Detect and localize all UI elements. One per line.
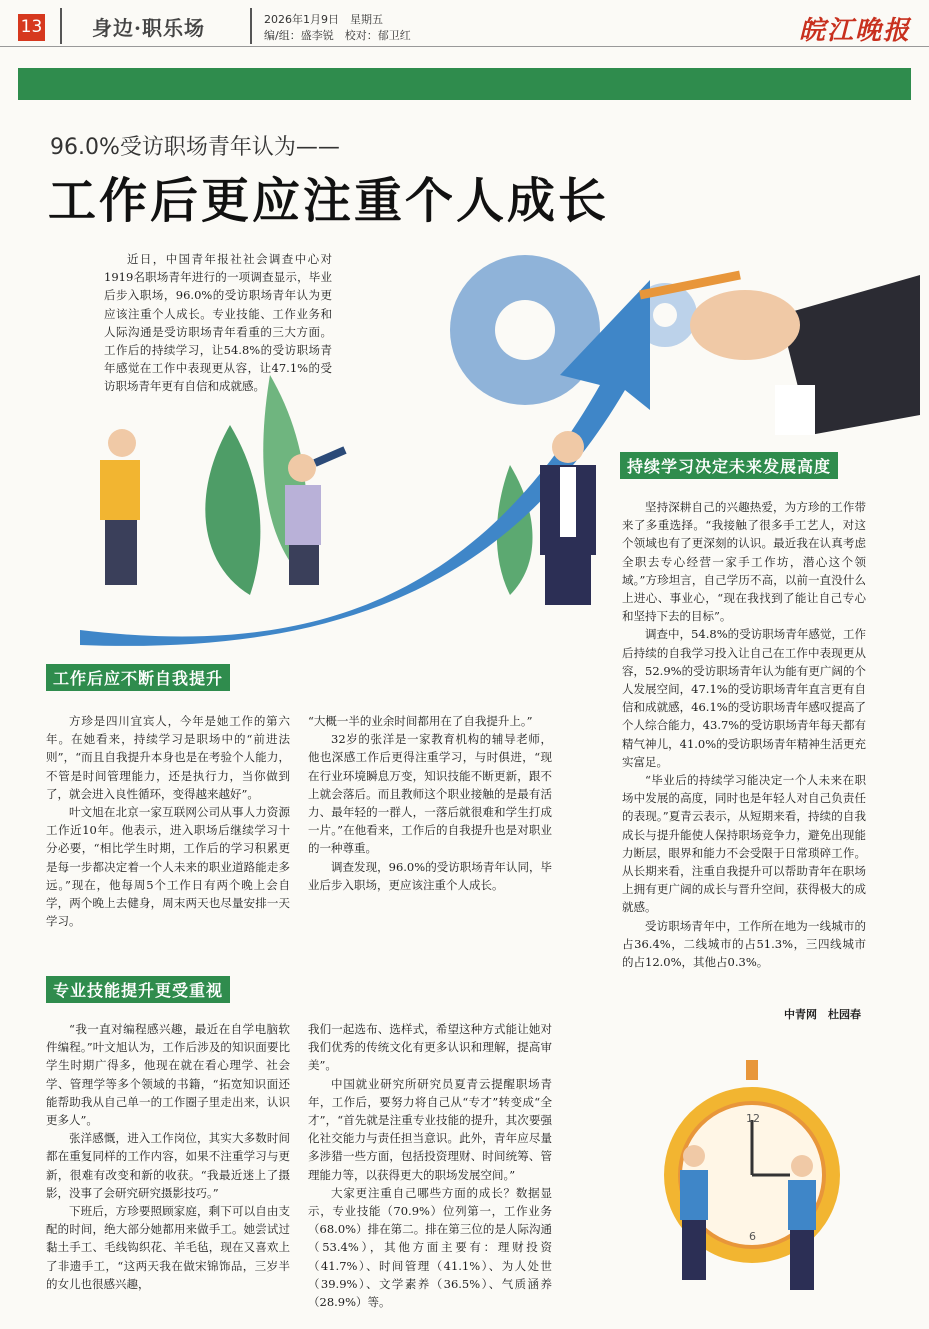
paragraph: 调查中，54.8%的受访职场青年感觉，工作后持续的自我学习投入让自己在工作中表现更从容，52.9%的受访职场青年认为能有更广阔的个人发展空间，47.1%的受访职场青年直言更有自信和成就感，46.1%的受访职场青年感叹提高了个人综合能力，43.7%的受访职场青年每天都有精气神儿，41.0%的受访职场青年精神生活更充实富足。	[622, 627, 866, 769]
gear-icon	[450, 255, 697, 405]
header-divider	[60, 8, 62, 44]
businessman-icon	[540, 431, 596, 605]
paragraph: 坚持深耕自己的兴趣热爱，为方珍的工作带来了多重选择。“我接触了很多手工艺人，对这个领域也有了更深刻的认识。最近我在认真考虑全职去专心经营一家手工作坊，潜心这个领域。”方珍坦言，自己学历不高，以前一直没什么上进心、事业心，“现在我找到了能让自己专心和坚持下去的目标”。	[622, 500, 866, 624]
paragraph: “大概一半的业余时间都用在了自我提升上。”	[308, 714, 533, 728]
paragraph: “毕业后的持续学习能决定一个人未来在职场中发展的高度，同时也是年轻人对自己负责任的表现。”夏青云表示，从短期来看，持续的自我成长与提升能使人保持职场竞争力，避免出现能力断层，眼界和能力不会受限于日常琐碎工作。从长期来看，注重自我提升可以帮助青年在职场上拥有更广阔的成长与晋升空间，获得极大的成就感。	[622, 773, 866, 915]
paragraph: “我一直对编程感兴趣，最近在自学电脑软件编程。”叶文旭认为，工作后涉及的知识面要比学生时期广得多，他现在就在看心理学、社会学、管理学等多个领域的书籍，“拓宽知识面还能帮助我从自己单一的工作圈子里走出来，认识更多人”。	[46, 1022, 290, 1128]
paragraph: 受访职场青年中，工作所在地为一线城市的占36.4%，二线城市的占51.3%，三四线城市的占12.0%，其他占0.3%。	[622, 918, 866, 970]
page-number: 13	[18, 14, 45, 41]
section-heading-2: 专业技能提升更受重视	[46, 976, 230, 1003]
paragraph: 下班后，方珍要照顾家庭，剩下可以自由支配的时间，绝大部分她都用来做手工。她尝试过黏土手工、毛线钩织花、羊毛毡，现在又喜欢上了非遗手工，“这两天我在做宋锦饰品，三岁半的女儿也很感兴趣，	[46, 1204, 290, 1291]
paragraph: 大家更注重自己哪些方面的成长？数据显示，专业技能（70.9%）位列第一，工作业务（68.0%）排在第二。排在第三位的是人际沟通（53.4%），其他方面主要有：理财投资（41.7%）、时间管理（41.1%）、为人处世（39.9%）、文学素养（36.5%）、气质涵养（28.9%）等。	[308, 1185, 552, 1310]
section3-column	[622, 498, 866, 971]
paragraph: 我们一起选布、选样式，希望这种方式能让她对我们优秀的传统文化有更多认识和理解，提高审美”。	[308, 1022, 552, 1073]
person-walking-icon	[100, 429, 140, 585]
section1-right-column	[308, 712, 552, 894]
article-title: 工作后更应注重个人成长	[48, 173, 610, 229]
person-telescope-icon	[285, 450, 345, 585]
svg-text:12: 12	[746, 1112, 760, 1125]
date-line: 2026年1月9日 星期五	[264, 13, 383, 26]
article-subtitle: 96.0%受访职场青年认为——	[50, 135, 340, 160]
section2-left-column	[46, 1020, 290, 1293]
header-divider	[250, 8, 252, 44]
byline: 中青网 杜园春	[784, 1008, 861, 1021]
section1-left-column	[46, 712, 290, 930]
svg-text:6: 6	[749, 1230, 756, 1243]
paragraph: 张洋感慨，进入工作岗位，其实大多数时间都在重复同样的工作内容，如果不注重学习与更新，很难有改变和新的收获。“我最近迷上了摄影，没事了会研究研究摄影技巧。”	[46, 1131, 290, 1200]
green-banner	[18, 68, 911, 100]
section-heading-1: 工作后应不断自我提升	[46, 664, 230, 691]
section-heading-3: 持续学习决定未来发展高度	[620, 452, 838, 479]
editor-line: 编/组：盛李锐 校对：郁卫红	[264, 29, 411, 42]
paragraph: 32岁的张洋是一家教育机构的辅导老师，他也深感工作后更得注重学习，与时俱进，“现在行业环境瞬息万变，知识技能不断更新，跟不上就会落后。而且教师这个职业接触的是最有活力、最年轻的一群人，一落后就很难和学生打成一片。”在他看来，工作后的自我提升也是对职业的一种尊重。	[308, 732, 552, 856]
leaf-icon	[205, 375, 532, 595]
paragraph: 中国就业研究所研究员夏青云提醒职场青年，工作后，要努力将自己从“专才”转变成“全才”，“首先就是注重专业技能的提升，其次要强化社交能力与责任担当意识。此外，青年应尽量多涉猎一些方面，包括投资理财、时间统筹、管理能力等，以获得更大的职场发展空间。”	[308, 1076, 552, 1182]
clock-illustration	[660, 1060, 840, 1310]
header-rule	[0, 46, 929, 47]
paragraph: 叶文旭在北京一家互联网公司从事人力资源工作近10年。他表示，进入职场后继续学习十分必要，“相比学生时期，工作后的学习积累更是每一步都决定着一个人未来的职业道路能走多远。”现在，他每周5个工作日有两个晚上会自学，两个晚上去健身，周末两天也尽量安排一天学习。	[46, 805, 290, 929]
paper-logo: 皖江晚报	[798, 16, 911, 46]
paragraph: 调查发现，96.0%的受访职场青年认同，毕业后步入职场，更应该注重个人成长。	[308, 859, 552, 892]
lead-paragraph: 近日，中国青年报社社会调查中心对1919名职场青年进行的一项调查显示，毕业后步入职场，96.0%的受访职场青年认为更应该注重个人成长。专业技能、工作业务和人际沟通是受访职场青年看重的三大方面。工作后的持续学习，让54.8%的受访职场青年感觉在工作中表现更从容，让47.1%的受访职场青年更有自信和成就感。	[104, 252, 332, 394]
section-name: 身边·职乐场	[92, 16, 205, 40]
section2-right-column	[308, 1020, 552, 1311]
paragraph: 方珍是四川宜宾人，今年是她工作的第六年。在她看来，持续学习是职场中的“前进法则”，“而且自我提升本身也是在考验个人能力，不管是时间管理能力，还是执行力，当你做到了，就会进入良性循环，变得越来越好”。	[46, 714, 290, 801]
